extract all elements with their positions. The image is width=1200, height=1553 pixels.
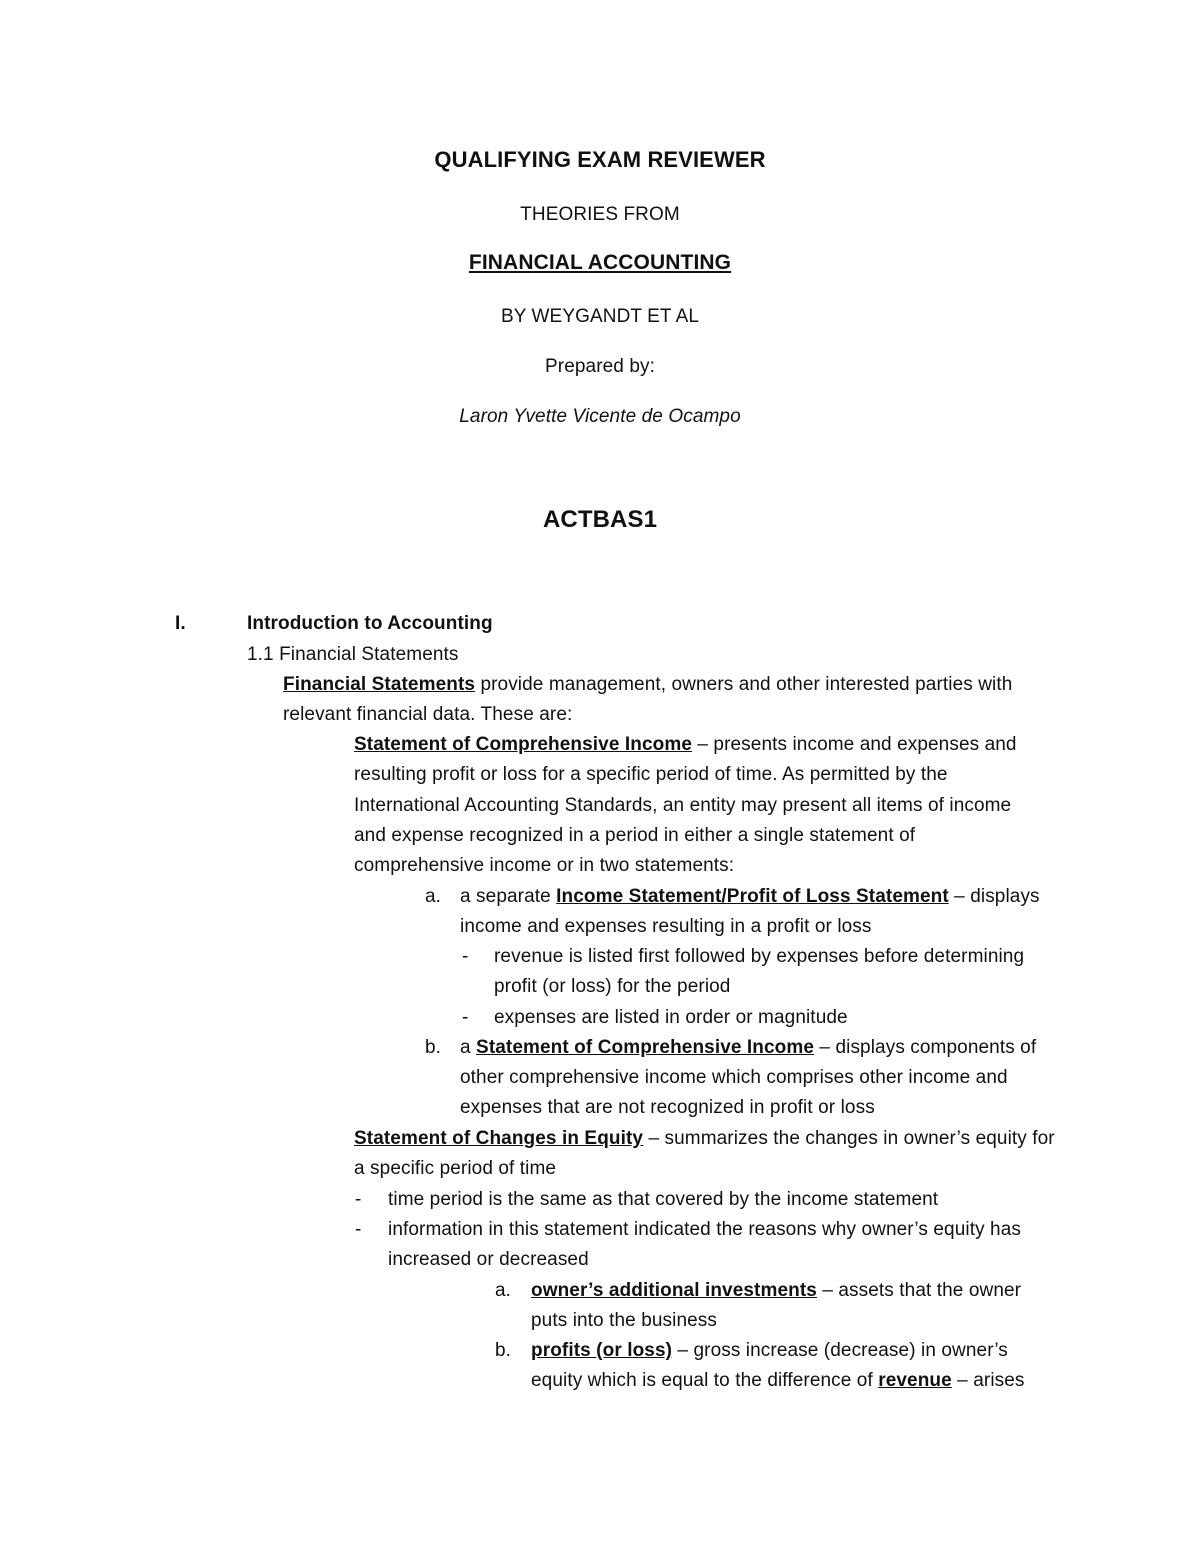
income-statement-pre: a separate	[460, 886, 557, 907]
sci-text: – presents income and expenses and	[692, 734, 1017, 755]
document-subtitle: THEORIES FROM	[520, 204, 680, 225]
expenses-order-line: expenses are listed in order or magnitude	[494, 1007, 848, 1028]
dash-marker: -	[462, 946, 469, 967]
income-statement-line-2: income and expenses resulting in a profit or loss	[460, 916, 872, 937]
sci-line-4: and expense recognized in a period in either a single statement of	[354, 825, 916, 846]
sci-line-1	[354, 733, 1017, 757]
sce-text: – summarizes the changes in owner’s equity for	[643, 1128, 1055, 1149]
preparer-name: Laron Yvette Vicente de Ocampo	[459, 406, 741, 427]
sci-line-5: comprehensive income or in two statements:	[354, 855, 735, 876]
sci-line-2: resulting profit or loss for a specific period of time. As permitted by the	[354, 764, 948, 785]
oci-pre: a	[460, 1037, 477, 1058]
oci-line-3: expenses that are not recognized in profit or loss	[460, 1097, 875, 1118]
sci-line-3: International Accounting Standards, an entity may present all items of income	[354, 795, 1012, 816]
section-title: Introduction to Accounting	[247, 613, 493, 634]
income-statement-line-1	[460, 885, 1040, 909]
author-line: BY WEYGANDT ET AL	[500, 306, 700, 327]
profits-term: profits (or loss)	[531, 1340, 673, 1361]
profits-line-2-pre: equity which is equal to the difference of	[531, 1370, 879, 1391]
profits-line-2-post: – arises	[951, 1370, 1025, 1391]
section-numeral: I.	[175, 613, 186, 634]
fs-term: Financial Statements	[283, 674, 476, 695]
sce-bullet-2-line-2: increased or decreased	[388, 1249, 589, 1270]
sci-term: Statement of Comprehensive Income	[354, 734, 692, 755]
dash-marker: -	[355, 1219, 362, 1240]
owner-investments-line-2: puts into the business	[531, 1310, 717, 1331]
fs-paragraph-line-1	[283, 673, 1012, 697]
income-statement-term: Income Statement/Profit of Loss Statement	[556, 886, 949, 907]
income-statement-post: – displays	[948, 886, 1040, 907]
profits-line-2	[531, 1369, 1025, 1393]
revenue-term: revenue	[878, 1370, 952, 1391]
list-marker-b: b.	[495, 1340, 511, 1361]
subsection-title: 1.1 Financial Statements	[247, 644, 459, 665]
oci-line-1	[460, 1036, 1036, 1060]
sce-line-1	[354, 1127, 1055, 1151]
revenue-order-line-1: revenue is listed first followed by expenses before determining	[494, 946, 1025, 967]
list-marker-a: a.	[425, 886, 441, 907]
fs-text: provide management, owners and other interested parties with	[475, 674, 1013, 695]
owner-investments-line-1	[531, 1279, 1021, 1303]
sce-bullet-1: time period is the same as that covered by the income statement	[388, 1189, 939, 1210]
profits-line-1	[531, 1339, 1008, 1363]
subject-heading: FINANCIAL ACCOUNTING	[468, 251, 732, 274]
oci-post: – displays components of	[814, 1037, 1037, 1058]
oci-term: Statement of Comprehensive Income	[476, 1037, 815, 1058]
dash-marker: -	[462, 1007, 469, 1028]
sce-line-2: a specific period of time	[354, 1158, 557, 1179]
oci-line-2: other comprehensive income which comprises other income and	[460, 1067, 1008, 1088]
fs-paragraph-line-2: relevant financial data. These are:	[283, 704, 573, 725]
course-code: ACTBAS1	[542, 506, 658, 533]
list-marker-b: b.	[425, 1037, 441, 1058]
dash-marker: -	[355, 1189, 362, 1210]
revenue-order-line-2: profit (or loss) for the period	[494, 976, 731, 997]
list-marker-a: a.	[495, 1280, 511, 1301]
sce-bullet-2-line-1: information in this statement indicated the reasons why owner’s equity has	[388, 1219, 1021, 1240]
owner-investments-term: owner’s additional investments	[531, 1280, 817, 1301]
profits-post: – gross increase (decrease) in owner’s	[672, 1340, 1008, 1361]
document-title: QUALIFYING EXAM REVIEWER	[434, 147, 766, 172]
sce-term: Statement of Changes in Equity	[354, 1128, 644, 1149]
owner-investments-post: – assets that the owner	[816, 1280, 1022, 1301]
prepared-by-label: Prepared by:	[545, 356, 655, 377]
